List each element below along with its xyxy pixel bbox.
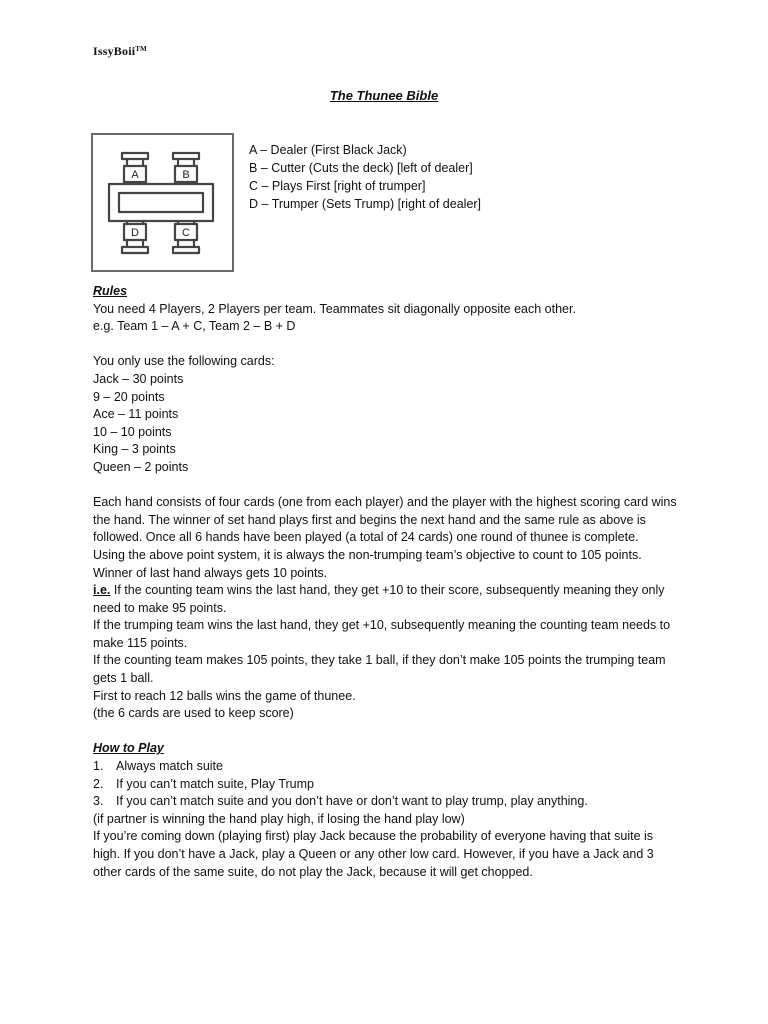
ie-text: If the counting team wins the last hand, they get +10 to their score, subsequently meaning they only need to make 95 points. <box>93 583 665 615</box>
card-value-item: Jack – 30 points <box>93 371 184 386</box>
document-body <box>93 283 683 881</box>
card-table-seating-icon <box>93 135 232 270</box>
hand-paragraph: Each hand consists of four cards (one from each player) and the player with the highest scoring card wins the hand. The winner of set hand plays first and begins the next hand and the same rule as above is followed. Once all 6 hands have been played (a total of 24 cards) one round of thunee is complete. <box>93 495 677 545</box>
step-number: 2. <box>93 776 104 791</box>
score-note: (the 6 cards are used to keep score) <box>93 706 294 721</box>
brand-name: IssyBoii <box>93 44 136 58</box>
role-item: D – Trumper (Sets Trump) [right of dealer] <box>249 197 482 211</box>
step-text: Always match suite <box>116 759 223 774</box>
card-value-item: King – 3 points <box>93 442 176 457</box>
table-seating-diagram <box>91 133 234 272</box>
role-item: A – Dealer (First Black Jack) <box>249 143 407 157</box>
win-paragraph: First to reach 12 balls wins the game of thunee. <box>93 688 356 703</box>
last-hand-paragraph: Winner of last hand always gets 10 points. <box>93 565 328 580</box>
rules-players: You need 4 Players, 2 Players per team. Teammates sit diagonally opposite each other. <box>93 301 576 316</box>
role-item: C – Plays First [right of trumper] <box>249 179 426 193</box>
card-value-item: Queen – 2 points <box>93 459 189 474</box>
rules-heading: Rules <box>93 284 128 298</box>
seat-c-label: C <box>182 227 190 239</box>
role-item: B – Cutter (Cuts the deck) [left of dealer] <box>249 161 473 175</box>
seat-d-label: D <box>131 227 139 239</box>
header-brand <box>93 44 147 59</box>
trumping-last-paragraph: If the trumping team wins the last hand, they get +10, subsequently meaning the counting team needs to make 115 points. <box>93 618 671 650</box>
objective-paragraph: Using the above point system, it is always the non-trumping team’s objective to count to 105 points. <box>93 547 642 562</box>
list-item <box>93 776 683 794</box>
ie-label: i.e. <box>93 583 111 598</box>
seat-b-label: B <box>182 169 190 181</box>
step-number: 3. <box>93 794 104 809</box>
balls-paragraph: If the counting team makes 105 points, they take 1 ball, if they don’t make 105 points the trumping team gets 1 ball. <box>93 653 666 686</box>
card-value-item: 9 – 20 points <box>93 389 165 404</box>
step-text: If you can’t match suite and you don’t have or don’t want to play trump, play anything. <box>116 794 588 809</box>
play-steps-list <box>93 758 683 811</box>
seat-a-label: A <box>131 169 139 181</box>
rules-teams: e.g. Team 1 – A + C, Team 2 – B + D <box>93 319 296 334</box>
roles-list <box>249 141 481 213</box>
step-text: If you can’t match suite, Play Trump <box>116 776 314 791</box>
ie-paragraph <box>93 582 683 617</box>
partner-note: (if partner is winning the hand play high, if losing the hand play low) <box>93 811 465 826</box>
list-item <box>93 793 683 811</box>
trademark-mark: TM <box>135 45 147 53</box>
step-number: 1. <box>93 759 104 774</box>
page-title: The Thunee Bible <box>329 88 439 103</box>
coming-down-paragraph: If you’re coming down (playing first) play Jack because the probability of everyone having that suite is high. If you don’t have a Jack, play a Queen or any other low card. However, if you have a Jack and 3 other cards of the same suite, do not play the Jack, because it will get chopped. <box>93 829 654 879</box>
cards-intro: You only use the following cards: <box>93 354 275 369</box>
card-value-item: Ace – 11 points <box>93 407 179 422</box>
card-value-item: 10 – 10 points <box>93 424 172 439</box>
how-to-play-heading: How to Play <box>93 741 164 756</box>
list-item <box>93 758 683 776</box>
